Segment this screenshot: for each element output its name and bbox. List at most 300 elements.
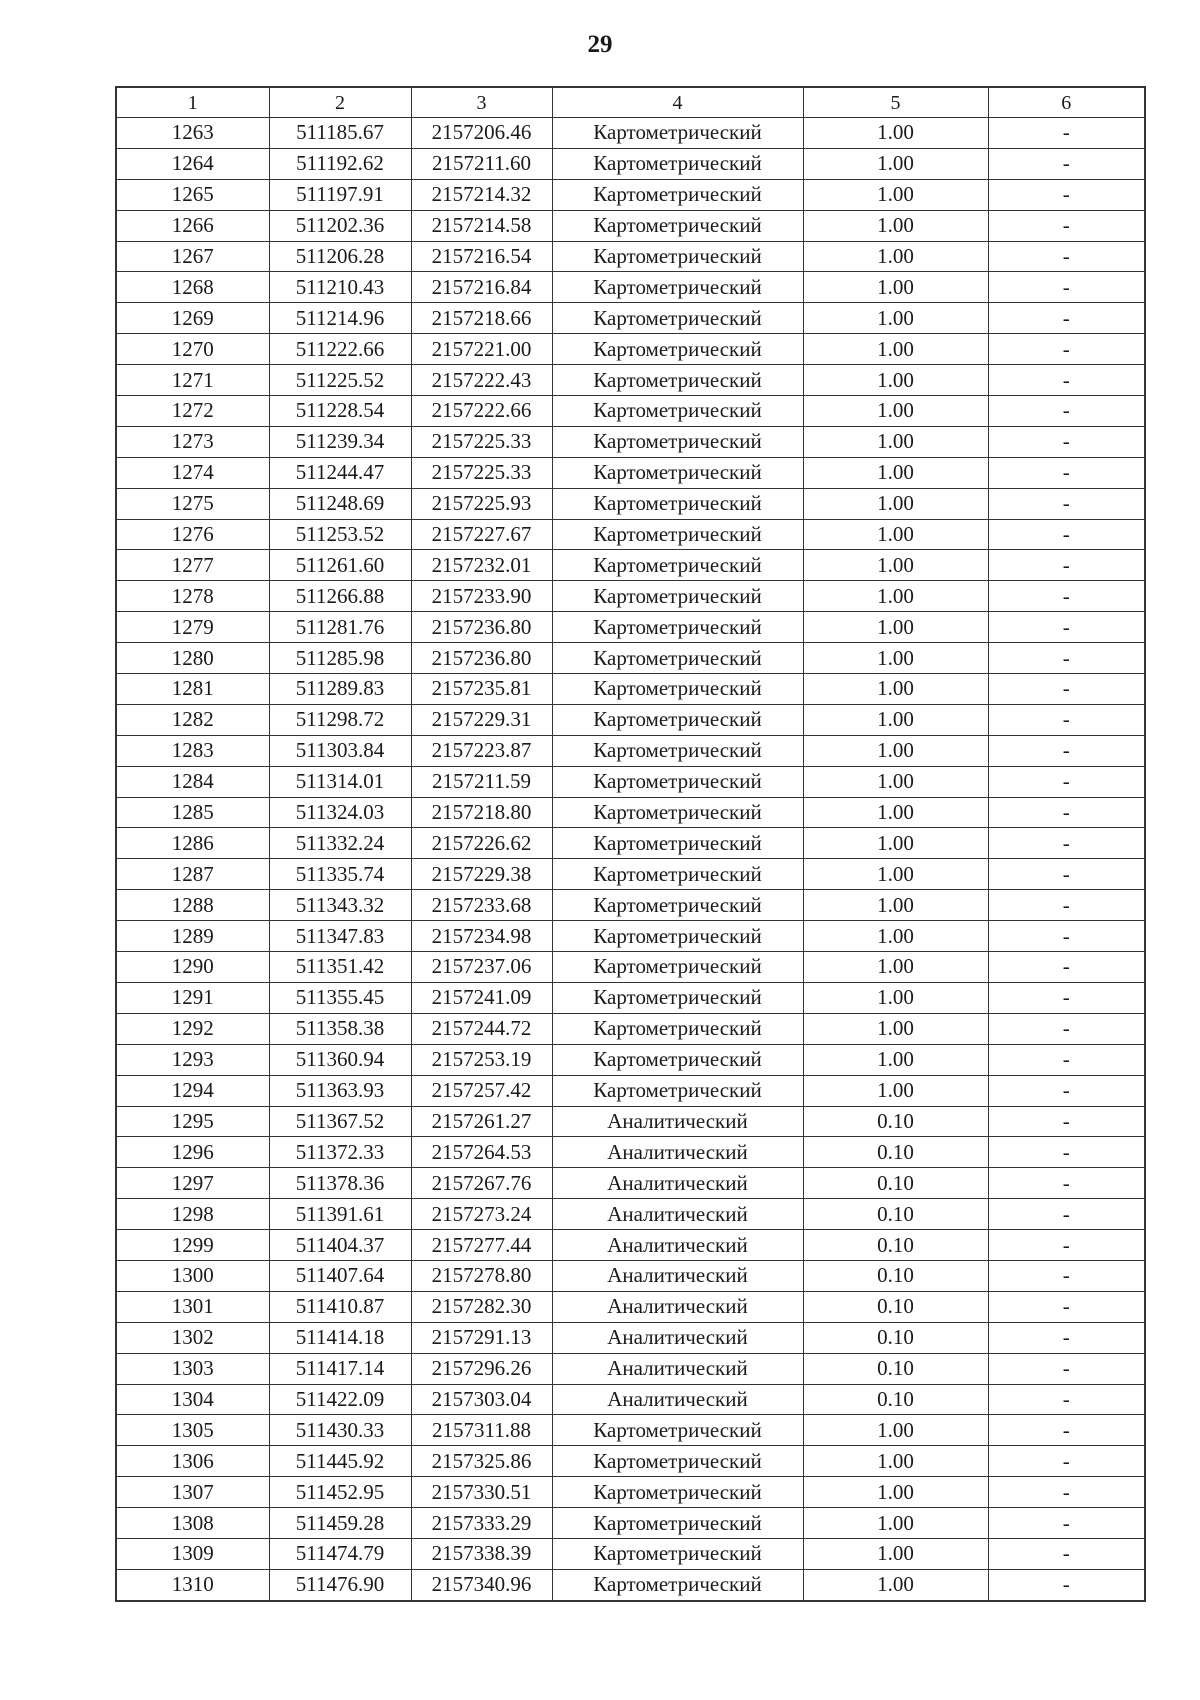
y-coordinate-cell: 2157225.93 (411, 488, 552, 519)
y-coordinate-cell: 2157267.76 (411, 1168, 552, 1199)
accuracy-cell: 1.00 (803, 179, 988, 210)
y-coordinate-cell: 2157264.53 (411, 1137, 552, 1168)
table-row (116, 797, 1145, 828)
table-row (116, 1168, 1145, 1199)
method-cell: Картометрический (552, 704, 803, 735)
note-cell: - (988, 396, 1145, 427)
point-number-cell: 1304 (116, 1384, 269, 1415)
method-cell: Картометрический (552, 1508, 803, 1539)
note-cell: - (988, 241, 1145, 272)
accuracy-cell: 1.00 (803, 643, 988, 674)
method-cell: Картометрический (552, 982, 803, 1013)
point-number-cell: 1281 (116, 674, 269, 705)
x-coordinate-cell: 511225.52 (269, 365, 411, 396)
method-cell: Картометрический (552, 519, 803, 550)
x-coordinate-cell: 511358.38 (269, 1013, 411, 1044)
note-cell: - (988, 365, 1145, 396)
y-coordinate-cell: 2157233.68 (411, 890, 552, 921)
x-coordinate-cell: 511343.32 (269, 890, 411, 921)
method-cell: Картометрический (552, 550, 803, 581)
table-row (116, 118, 1145, 149)
x-coordinate-cell: 511404.37 (269, 1230, 411, 1261)
method-cell: Картометрический (552, 396, 803, 427)
x-coordinate-cell: 511266.88 (269, 581, 411, 612)
table-row (116, 1230, 1145, 1261)
y-coordinate-cell: 2157218.80 (411, 797, 552, 828)
accuracy-cell: 1.00 (803, 519, 988, 550)
point-number-cell: 1309 (116, 1538, 269, 1569)
y-coordinate-cell: 2157296.26 (411, 1353, 552, 1384)
note-cell: - (988, 334, 1145, 365)
y-coordinate-cell: 2157236.80 (411, 643, 552, 674)
y-coordinate-cell: 2157340.96 (411, 1569, 552, 1600)
accuracy-cell: 1.00 (803, 1538, 988, 1569)
accuracy-cell: 1.00 (803, 457, 988, 488)
y-coordinate-cell: 2157225.33 (411, 457, 552, 488)
point-number-cell: 1275 (116, 488, 269, 519)
y-coordinate-cell: 2157229.38 (411, 859, 552, 890)
x-coordinate-cell: 511244.47 (269, 457, 411, 488)
column-header: 3 (411, 87, 552, 118)
accuracy-cell: 1.00 (803, 982, 988, 1013)
note-cell: - (988, 859, 1145, 890)
table-row (116, 1569, 1145, 1600)
accuracy-cell: 0.10 (803, 1199, 988, 1230)
note-cell: - (988, 1260, 1145, 1291)
y-coordinate-cell: 2157278.80 (411, 1260, 552, 1291)
x-coordinate-cell: 511445.92 (269, 1446, 411, 1477)
x-coordinate-cell: 511367.52 (269, 1106, 411, 1137)
table-row (116, 1013, 1145, 1044)
table-row (116, 859, 1145, 890)
method-cell: Картометрический (552, 797, 803, 828)
accuracy-cell: 0.10 (803, 1230, 988, 1261)
point-number-cell: 1306 (116, 1446, 269, 1477)
y-coordinate-cell: 2157211.59 (411, 766, 552, 797)
x-coordinate-cell: 511422.09 (269, 1384, 411, 1415)
y-coordinate-cell: 2157261.27 (411, 1106, 552, 1137)
table-row (116, 1322, 1145, 1353)
method-cell: Картометрический (552, 859, 803, 890)
method-cell: Картометрический (552, 1477, 803, 1508)
accuracy-cell: 1.00 (803, 1415, 988, 1446)
y-coordinate-cell: 2157232.01 (411, 550, 552, 581)
table-row (116, 550, 1145, 581)
note-cell: - (988, 1446, 1145, 1477)
note-cell: - (988, 148, 1145, 179)
table-row (116, 1260, 1145, 1291)
table-row (116, 1199, 1145, 1230)
method-cell: Картометрический (552, 210, 803, 241)
x-coordinate-cell: 511355.45 (269, 982, 411, 1013)
note-cell: - (988, 1322, 1145, 1353)
x-coordinate-cell: 511253.52 (269, 519, 411, 550)
point-number-cell: 1285 (116, 797, 269, 828)
note-cell: - (988, 1137, 1145, 1168)
method-cell: Картометрический (552, 1415, 803, 1446)
method-cell: Картометрический (552, 828, 803, 859)
method-cell: Картометрический (552, 1538, 803, 1569)
method-cell: Аналитический (552, 1106, 803, 1137)
accuracy-cell: 1.00 (803, 210, 988, 241)
accuracy-cell: 1.00 (803, 396, 988, 427)
accuracy-cell: 1.00 (803, 1013, 988, 1044)
x-coordinate-cell: 511210.43 (269, 272, 411, 303)
method-cell: Картометрический (552, 581, 803, 612)
y-coordinate-cell: 2157325.86 (411, 1446, 552, 1477)
x-coordinate-cell: 511239.34 (269, 426, 411, 457)
note-cell: - (988, 1415, 1145, 1446)
x-coordinate-cell: 511314.01 (269, 766, 411, 797)
table-header (116, 87, 1145, 118)
y-coordinate-cell: 2157277.44 (411, 1230, 552, 1261)
note-cell: - (988, 1013, 1145, 1044)
x-coordinate-cell: 511363.93 (269, 1075, 411, 1106)
method-cell: Картометрический (552, 1075, 803, 1106)
point-number-cell: 1264 (116, 148, 269, 179)
accuracy-cell: 1.00 (803, 766, 988, 797)
table-row (116, 519, 1145, 550)
point-number-cell: 1295 (116, 1106, 269, 1137)
y-coordinate-cell: 2157235.81 (411, 674, 552, 705)
x-coordinate-cell: 511351.42 (269, 952, 411, 983)
method-cell: Картометрический (552, 118, 803, 149)
table-row (116, 952, 1145, 983)
accuracy-cell: 0.10 (803, 1291, 988, 1322)
note-cell: - (988, 643, 1145, 674)
method-cell: Картометрический (552, 426, 803, 457)
point-number-cell: 1286 (116, 828, 269, 859)
x-coordinate-cell: 511474.79 (269, 1538, 411, 1569)
point-number-cell: 1288 (116, 890, 269, 921)
accuracy-cell: 1.00 (803, 1446, 988, 1477)
point-number-cell: 1274 (116, 457, 269, 488)
x-coordinate-cell: 511407.64 (269, 1260, 411, 1291)
note-cell: - (988, 457, 1145, 488)
method-cell: Аналитический (552, 1230, 803, 1261)
accuracy-cell: 1.00 (803, 612, 988, 643)
note-cell: - (988, 179, 1145, 210)
point-number-cell: 1276 (116, 519, 269, 550)
y-coordinate-cell: 2157273.24 (411, 1199, 552, 1230)
x-coordinate-cell: 511391.61 (269, 1199, 411, 1230)
table-row (116, 612, 1145, 643)
accuracy-cell: 0.10 (803, 1322, 988, 1353)
accuracy-cell: 1.00 (803, 550, 988, 581)
y-coordinate-cell: 2157338.39 (411, 1538, 552, 1569)
note-cell: - (988, 1106, 1145, 1137)
note-cell: - (988, 1291, 1145, 1322)
point-number-cell: 1300 (116, 1260, 269, 1291)
method-cell: Картометрический (552, 952, 803, 983)
accuracy-cell: 1.00 (803, 1569, 988, 1600)
point-number-cell: 1277 (116, 550, 269, 581)
table-row (116, 643, 1145, 674)
x-coordinate-cell: 511360.94 (269, 1044, 411, 1075)
table-row (116, 704, 1145, 735)
y-coordinate-cell: 2157211.60 (411, 148, 552, 179)
method-cell: Картометрический (552, 1446, 803, 1477)
accuracy-cell: 1.00 (803, 1477, 988, 1508)
y-coordinate-cell: 2157236.80 (411, 612, 552, 643)
y-coordinate-cell: 2157257.42 (411, 1075, 552, 1106)
header-row (116, 87, 1145, 118)
table-row (116, 272, 1145, 303)
accuracy-cell: 1.00 (803, 118, 988, 149)
table-row (116, 241, 1145, 272)
x-coordinate-cell: 511285.98 (269, 643, 411, 674)
accuracy-cell: 1.00 (803, 365, 988, 396)
y-coordinate-cell: 2157227.67 (411, 519, 552, 550)
y-coordinate-cell: 2157237.06 (411, 952, 552, 983)
method-cell: Аналитический (552, 1260, 803, 1291)
point-number-cell: 1302 (116, 1322, 269, 1353)
method-cell: Картометрический (552, 1013, 803, 1044)
method-cell: Картометрический (552, 612, 803, 643)
y-coordinate-cell: 2157223.87 (411, 735, 552, 766)
note-cell: - (988, 704, 1145, 735)
point-number-cell: 1297 (116, 1168, 269, 1199)
table-row (116, 581, 1145, 612)
y-coordinate-cell: 2157333.29 (411, 1508, 552, 1539)
table-body (116, 118, 1145, 1601)
table-row (116, 735, 1145, 766)
note-cell: - (988, 921, 1145, 952)
x-coordinate-cell: 511197.91 (269, 179, 411, 210)
x-coordinate-cell: 511228.54 (269, 396, 411, 427)
accuracy-cell: 1.00 (803, 488, 988, 519)
method-cell: Картометрический (552, 334, 803, 365)
point-number-cell: 1265 (116, 179, 269, 210)
note-cell: - (988, 1477, 1145, 1508)
method-cell: Картометрический (552, 365, 803, 396)
note-cell: - (988, 1353, 1145, 1384)
x-coordinate-cell: 511298.72 (269, 704, 411, 735)
y-coordinate-cell: 2157241.09 (411, 982, 552, 1013)
point-number-cell: 1308 (116, 1508, 269, 1539)
point-number-cell: 1287 (116, 859, 269, 890)
accuracy-cell: 1.00 (803, 797, 988, 828)
x-coordinate-cell: 511372.33 (269, 1137, 411, 1168)
y-coordinate-cell: 2157214.58 (411, 210, 552, 241)
y-coordinate-cell: 2157206.46 (411, 118, 552, 149)
table-row (116, 1415, 1145, 1446)
page-number: 29 (587, 31, 613, 58)
accuracy-cell: 1.00 (803, 148, 988, 179)
accuracy-cell: 0.10 (803, 1384, 988, 1415)
x-coordinate-cell: 511417.14 (269, 1353, 411, 1384)
x-coordinate-cell: 511248.69 (269, 488, 411, 519)
y-coordinate-cell: 2157216.84 (411, 272, 552, 303)
x-coordinate-cell: 511185.67 (269, 118, 411, 149)
point-number-cell: 1280 (116, 643, 269, 674)
accuracy-cell: 1.00 (803, 735, 988, 766)
table-row (116, 426, 1145, 457)
x-coordinate-cell: 511378.36 (269, 1168, 411, 1199)
y-coordinate-cell: 2157282.30 (411, 1291, 552, 1322)
column-header: 2 (269, 87, 411, 118)
point-number-cell: 1291 (116, 982, 269, 1013)
point-number-cell: 1307 (116, 1477, 269, 1508)
point-number-cell: 1271 (116, 365, 269, 396)
method-cell: Картометрический (552, 241, 803, 272)
point-number-cell: 1266 (116, 210, 269, 241)
note-cell: - (988, 1168, 1145, 1199)
accuracy-cell: 1.00 (803, 334, 988, 365)
method-cell: Картометрический (552, 1569, 803, 1600)
accuracy-cell: 1.00 (803, 921, 988, 952)
column-header: 5 (803, 87, 988, 118)
method-cell: Картометрический (552, 488, 803, 519)
accuracy-cell: 0.10 (803, 1106, 988, 1137)
accuracy-cell: 1.00 (803, 952, 988, 983)
accuracy-cell: 1.00 (803, 1508, 988, 1539)
accuracy-cell: 0.10 (803, 1353, 988, 1384)
method-cell: Картометрический (552, 1044, 803, 1075)
y-coordinate-cell: 2157244.72 (411, 1013, 552, 1044)
method-cell: Картометрический (552, 890, 803, 921)
method-cell: Аналитический (552, 1322, 803, 1353)
point-number-cell: 1284 (116, 766, 269, 797)
x-coordinate-cell: 511192.62 (269, 148, 411, 179)
point-number-cell: 1299 (116, 1230, 269, 1261)
y-coordinate-cell: 2157226.62 (411, 828, 552, 859)
table-row (116, 1291, 1145, 1322)
note-cell: - (988, 1569, 1145, 1600)
table-row (116, 1477, 1145, 1508)
point-number-cell: 1270 (116, 334, 269, 365)
x-coordinate-cell: 511452.95 (269, 1477, 411, 1508)
x-coordinate-cell: 511206.28 (269, 241, 411, 272)
accuracy-cell: 1.00 (803, 828, 988, 859)
method-cell: Картометрический (552, 272, 803, 303)
x-coordinate-cell: 511214.96 (269, 303, 411, 334)
note-cell: - (988, 118, 1145, 149)
table-row (116, 148, 1145, 179)
y-coordinate-cell: 2157216.54 (411, 241, 552, 272)
column-header: 6 (988, 87, 1145, 118)
point-number-cell: 1272 (116, 396, 269, 427)
method-cell: Картометрический (552, 921, 803, 952)
accuracy-cell: 0.10 (803, 1168, 988, 1199)
point-number-cell: 1294 (116, 1075, 269, 1106)
method-cell: Картометрический (552, 148, 803, 179)
x-coordinate-cell: 511335.74 (269, 859, 411, 890)
method-cell: Картометрический (552, 303, 803, 334)
accuracy-cell: 0.10 (803, 1260, 988, 1291)
method-cell: Аналитический (552, 1137, 803, 1168)
y-coordinate-cell: 2157229.31 (411, 704, 552, 735)
method-cell: Аналитический (552, 1199, 803, 1230)
point-number-cell: 1310 (116, 1569, 269, 1600)
table-row (116, 1137, 1145, 1168)
accuracy-cell: 1.00 (803, 272, 988, 303)
point-number-cell: 1298 (116, 1199, 269, 1230)
table-row (116, 1508, 1145, 1539)
point-number-cell: 1305 (116, 1415, 269, 1446)
note-cell: - (988, 890, 1145, 921)
point-number-cell: 1273 (116, 426, 269, 457)
table-row (116, 365, 1145, 396)
method-cell: Картометрический (552, 674, 803, 705)
y-coordinate-cell: 2157233.90 (411, 581, 552, 612)
table-row (116, 1075, 1145, 1106)
x-coordinate-cell: 511414.18 (269, 1322, 411, 1353)
y-coordinate-cell: 2157253.19 (411, 1044, 552, 1075)
point-number-cell: 1269 (116, 303, 269, 334)
note-cell: - (988, 1230, 1145, 1261)
method-cell: Аналитический (552, 1291, 803, 1322)
x-coordinate-cell: 511430.33 (269, 1415, 411, 1446)
point-number-cell: 1290 (116, 952, 269, 983)
point-number-cell: 1303 (116, 1353, 269, 1384)
y-coordinate-cell: 2157225.33 (411, 426, 552, 457)
point-number-cell: 1292 (116, 1013, 269, 1044)
table-row (116, 766, 1145, 797)
point-number-cell: 1263 (116, 118, 269, 149)
note-cell: - (988, 1044, 1145, 1075)
note-cell: - (988, 426, 1145, 457)
y-coordinate-cell: 2157303.04 (411, 1384, 552, 1415)
column-header: 4 (552, 87, 803, 118)
y-coordinate-cell: 2157222.66 (411, 396, 552, 427)
x-coordinate-cell: 511281.76 (269, 612, 411, 643)
table-row (116, 921, 1145, 952)
column-header: 1 (116, 87, 269, 118)
note-cell: - (988, 488, 1145, 519)
table-row (116, 1044, 1145, 1075)
x-coordinate-cell: 511261.60 (269, 550, 411, 581)
x-coordinate-cell: 511347.83 (269, 921, 411, 952)
x-coordinate-cell: 511303.84 (269, 735, 411, 766)
y-coordinate-cell: 2157291.13 (411, 1322, 552, 1353)
accuracy-cell: 1.00 (803, 859, 988, 890)
note-cell: - (988, 1508, 1145, 1539)
y-coordinate-cell: 2157218.66 (411, 303, 552, 334)
method-cell: Аналитический (552, 1384, 803, 1415)
note-cell: - (988, 581, 1145, 612)
note-cell: - (988, 735, 1145, 766)
table-row (116, 1384, 1145, 1415)
accuracy-cell: 1.00 (803, 1044, 988, 1075)
note-cell: - (988, 674, 1145, 705)
x-coordinate-cell: 511289.83 (269, 674, 411, 705)
accuracy-cell: 1.00 (803, 1075, 988, 1106)
table-row (116, 210, 1145, 241)
x-coordinate-cell: 511222.66 (269, 334, 411, 365)
table-row (116, 1106, 1145, 1137)
table-row (116, 1538, 1145, 1569)
x-coordinate-cell: 511459.28 (269, 1508, 411, 1539)
point-number-cell: 1296 (116, 1137, 269, 1168)
coordinates-table (115, 86, 1146, 1602)
table-row (116, 828, 1145, 859)
accuracy-cell: 1.00 (803, 581, 988, 612)
note-cell: - (988, 1538, 1145, 1569)
accuracy-cell: 1.00 (803, 303, 988, 334)
note-cell: - (988, 210, 1145, 241)
accuracy-cell: 1.00 (803, 890, 988, 921)
y-coordinate-cell: 2157221.00 (411, 334, 552, 365)
y-coordinate-cell: 2157311.88 (411, 1415, 552, 1446)
table-row (116, 334, 1145, 365)
y-coordinate-cell: 2157330.51 (411, 1477, 552, 1508)
table-row (116, 179, 1145, 210)
y-coordinate-cell: 2157222.43 (411, 365, 552, 396)
table-row (116, 1446, 1145, 1477)
method-cell: Картометрический (552, 457, 803, 488)
x-coordinate-cell: 511410.87 (269, 1291, 411, 1322)
